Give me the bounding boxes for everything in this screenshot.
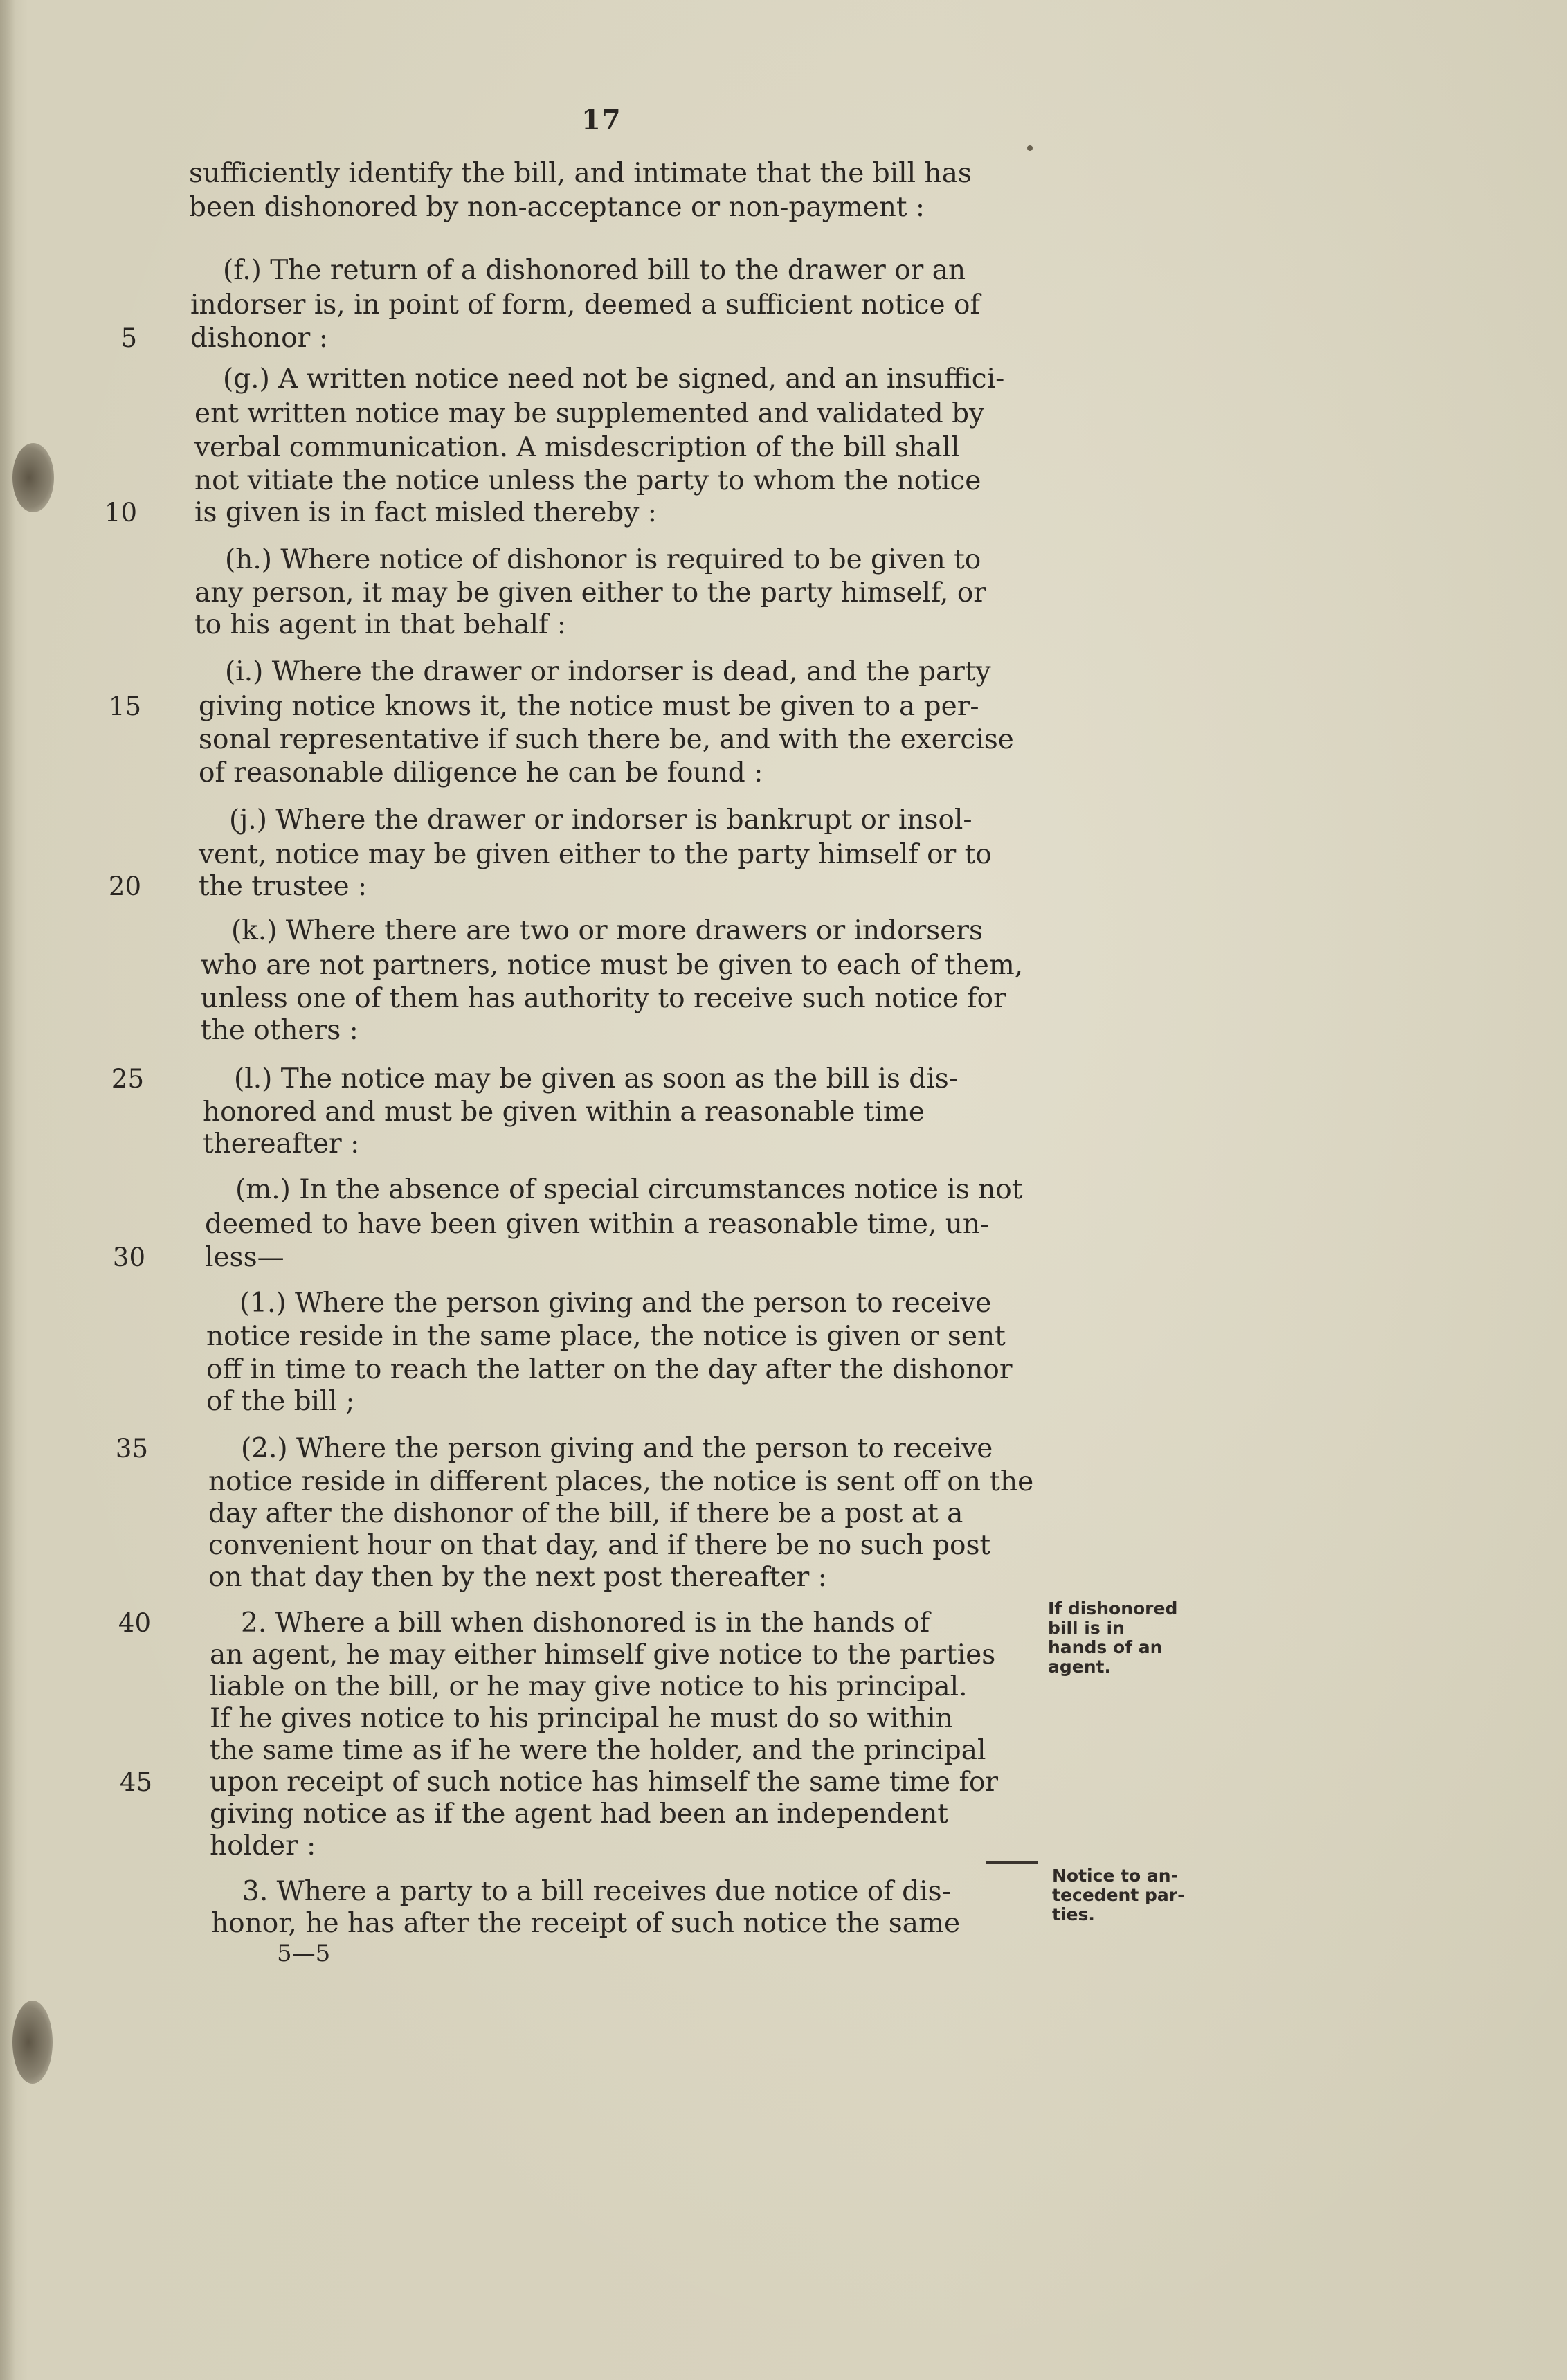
binding-hole-bottom bbox=[12, 2001, 53, 2084]
text-line: honored and must be given within a reasonable time bbox=[203, 1097, 925, 1128]
line-number: 30 bbox=[112, 1243, 145, 1272]
line-number: 15 bbox=[108, 692, 141, 721]
text-line: (2.) Where the person giving and the person to receive bbox=[241, 1433, 993, 1464]
binding-hole-top bbox=[12, 443, 54, 512]
text-line: (m.) In the absence of special circumstances notice is not bbox=[235, 1174, 1023, 1205]
type-rule-mark bbox=[986, 1861, 1038, 1864]
ink-speck bbox=[1027, 145, 1033, 151]
text-line: (f.) The return of a dishonored bill to the drawer or an bbox=[223, 255, 966, 286]
line-number: 20 bbox=[108, 872, 141, 901]
text-line: the others : bbox=[201, 1015, 359, 1046]
margin-note-line: ties. bbox=[1052, 1904, 1095, 1924]
margin-note bbox=[1052, 1866, 1184, 1924]
text-line: off in time to reach the latter on the day after the dishonor bbox=[206, 1354, 1013, 1385]
text-line: giving notice knows it, the notice must be given to a per- bbox=[199, 691, 979, 722]
line-number: 35 bbox=[115, 1434, 148, 1463]
margin-note bbox=[1048, 1599, 1177, 1677]
page-number: 17 bbox=[581, 104, 622, 136]
text-line: who are not partners, notice must be given to each of them, bbox=[201, 950, 1024, 981]
margin-note-line: tecedent par- bbox=[1052, 1885, 1185, 1905]
text-line: liable on the bill, or he may give notice to his principal. bbox=[210, 1671, 968, 1702]
margin-note-line: bill is in bbox=[1048, 1618, 1125, 1638]
line-number: 5 bbox=[120, 323, 137, 353]
text-line: of the bill ; bbox=[206, 1386, 355, 1417]
text-line: (k.) Where there are two or more drawers or indorsers bbox=[231, 915, 983, 946]
signature-mark: 5—5 bbox=[277, 1940, 331, 1967]
text-line: upon receipt of such notice has himself the same time for bbox=[210, 1767, 998, 1798]
text-line: ent written notice may be supplemented and validated by bbox=[194, 398, 985, 429]
text-line: convenient hour on that day, and if there be no such post bbox=[208, 1530, 991, 1561]
text-line: of reasonable diligence he can be found : bbox=[199, 757, 763, 788]
text-line: an agent, he may either himself give notice to the parties bbox=[210, 1639, 996, 1670]
text-line: (l.) The notice may be given as soon as the bill is dis- bbox=[234, 1063, 958, 1094]
margin-note-line: hands of an bbox=[1048, 1637, 1163, 1657]
line-number: 10 bbox=[104, 498, 137, 528]
text-line: the trustee : bbox=[199, 871, 368, 902]
text-line: verbal communication. A misdescription of the bill shall bbox=[194, 432, 960, 463]
text-line: If he gives notice to his principal he must do so within bbox=[210, 1703, 953, 1734]
text-line: been dishonored by non-acceptance or non-payment : bbox=[189, 192, 925, 223]
text-line: honor, he has after the receipt of such notice the same bbox=[211, 1908, 961, 1939]
text-line: (i.) Where the drawer or indorser is dead, and the party bbox=[225, 656, 991, 687]
text-line: vent, notice may be given either to the party himself or to bbox=[199, 839, 992, 870]
text-line: any person, it may be given either to the party himself, or bbox=[194, 577, 986, 608]
text-line: sonal representative if such there be, and with the exercise bbox=[199, 724, 1014, 755]
margin-note-line: Notice to an- bbox=[1052, 1866, 1178, 1886]
page-left-edge bbox=[0, 0, 15, 2380]
text-line: 2. Where a bill when dishonored is in the hands of bbox=[241, 1607, 930, 1639]
line-number: 40 bbox=[118, 1608, 151, 1638]
text-line: notice reside in the same place, the notice is given or sent bbox=[206, 1321, 1006, 1352]
margin-note-line: agent. bbox=[1048, 1657, 1111, 1677]
text-line: 3. Where a party to a bill receives due notice of dis- bbox=[242, 1876, 951, 1907]
text-line: (j.) Where the drawer or indorser is bankrupt or insol- bbox=[229, 804, 972, 836]
text-line: (h.) Where notice of dishonor is required to be given to bbox=[225, 544, 981, 575]
text-line: sufficiently identify the bill, and intimate that the bill has bbox=[189, 158, 972, 189]
text-line: unless one of them has authority to receive such notice for bbox=[201, 983, 1006, 1014]
text-line: on that day then by the next post thereafter : bbox=[208, 1562, 827, 1593]
text-line: giving notice as if the agent had been an independent bbox=[210, 1798, 948, 1830]
text-line: (1.) Where the person giving and the person to receive bbox=[239, 1288, 992, 1319]
text-line: deemed to have been given within a reasonable time, un- bbox=[205, 1209, 990, 1240]
text-line: is given is in fact misled thereby : bbox=[194, 497, 657, 528]
line-number: 45 bbox=[119, 1767, 152, 1797]
text-line: (g.) A written notice need not be signed, and an insuffici- bbox=[223, 363, 1005, 395]
text-line: indorser is, in point of form, deemed a sufficient notice of bbox=[190, 289, 980, 321]
line-number: 25 bbox=[111, 1064, 144, 1094]
text-line: day after the dishonor of the bill, if there be a post at a bbox=[208, 1498, 963, 1529]
text-line: to his agent in that behalf : bbox=[194, 609, 566, 640]
text-line: the same time as if he were the holder, and the principal bbox=[210, 1735, 986, 1766]
text-line: notice reside in different places, the notice is sent off on the bbox=[208, 1466, 1034, 1497]
text-line: dishonor : bbox=[190, 323, 328, 354]
margin-note-line: If dishonored bbox=[1048, 1598, 1178, 1619]
text-line: not vitiate the notice unless the party to whom the notice bbox=[194, 465, 981, 496]
text-line: less— bbox=[205, 1242, 284, 1273]
text-line: thereafter : bbox=[203, 1128, 360, 1160]
text-line: holder : bbox=[210, 1830, 316, 1861]
